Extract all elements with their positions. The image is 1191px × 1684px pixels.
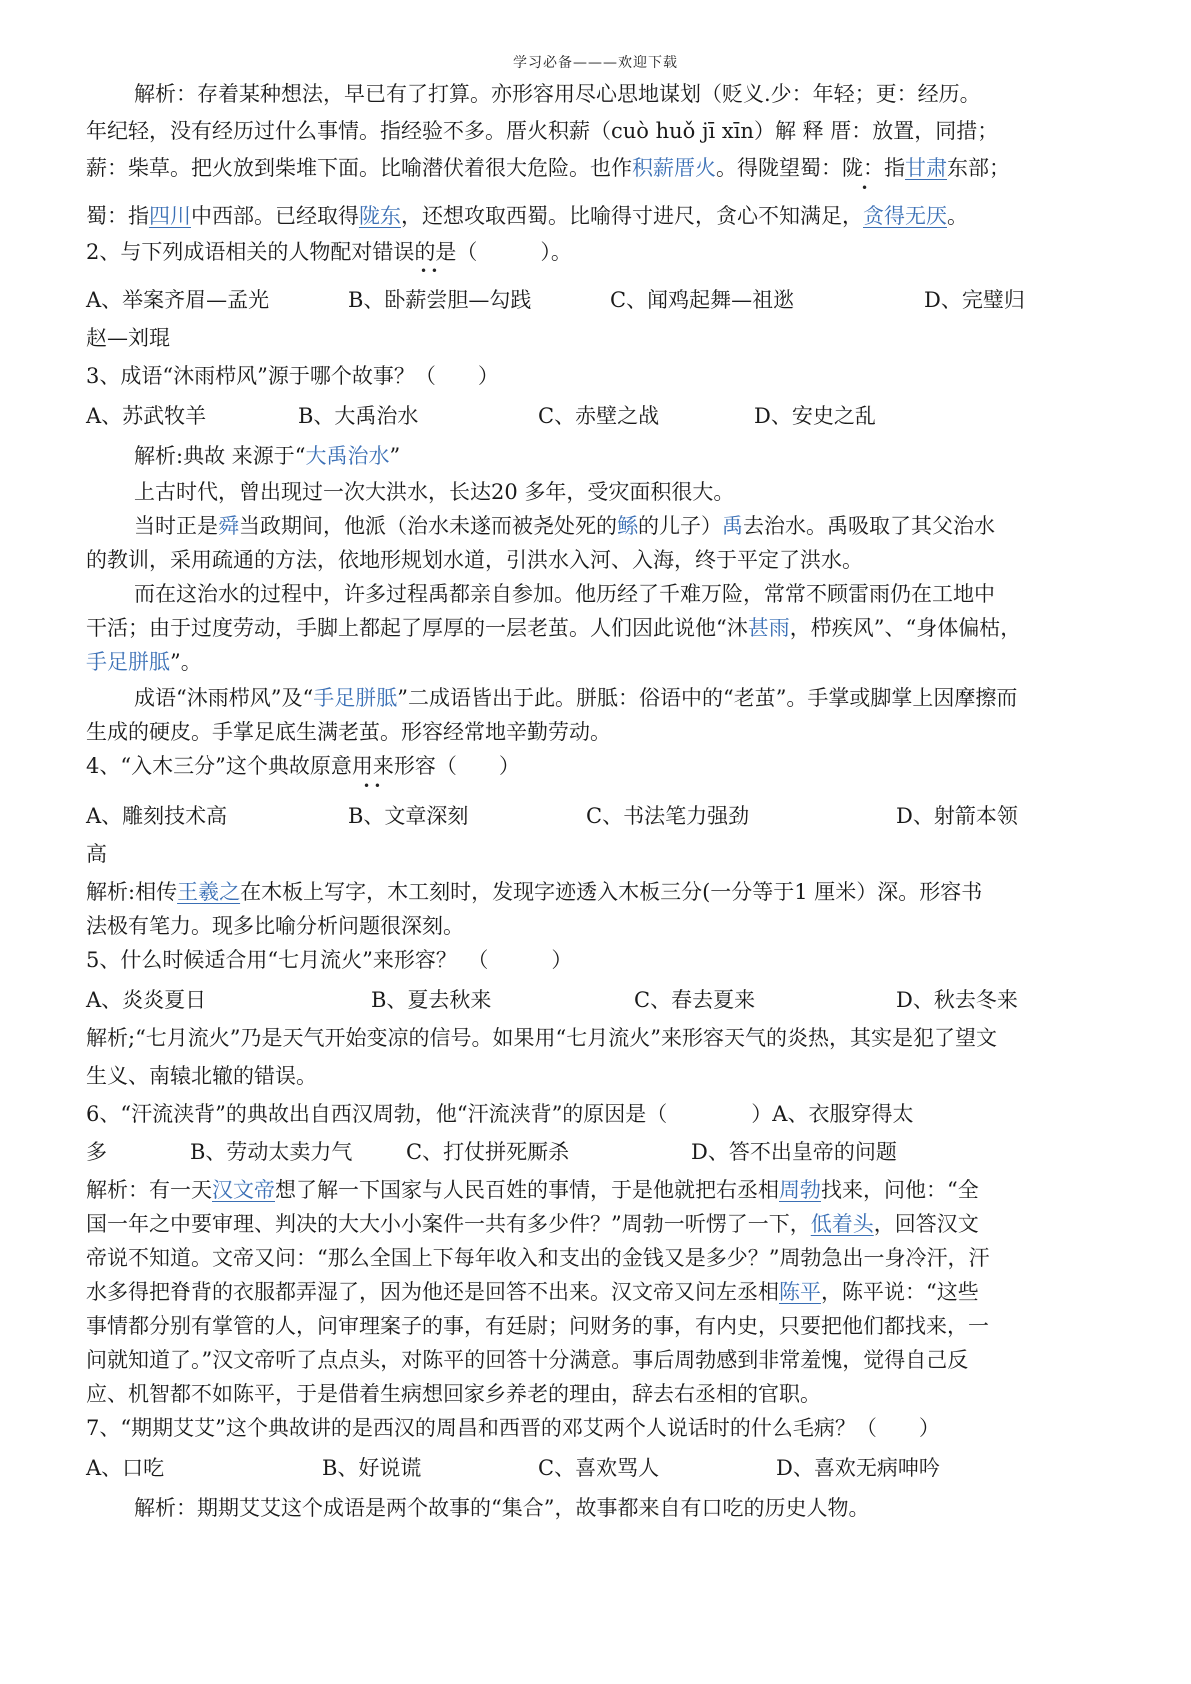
q5-option-c[interactable]: C、春去夏来 (634, 988, 756, 1012)
q2-option-b[interactable]: B、卧薪尝胆—勾践 (348, 288, 532, 312)
link-dayu-zhishui[interactable]: 大禹治水 (305, 444, 390, 468)
emphasis-dot: • • (363, 779, 381, 793)
link-sichuan[interactable]: 四川 (149, 204, 191, 228)
q3-explanation-9: 生成的硬皮。手掌足底生满老茧。形容经常地辛勤劳动。 (86, 720, 611, 744)
q5-option-b[interactable]: B、夏去秋来 (371, 988, 492, 1012)
link-chen-ping[interactable]: 陈平 (779, 1280, 821, 1304)
link-yu[interactable]: 禹 (722, 514, 743, 538)
intro-line-3: 薪：柴草。把火放到柴堆下面。比喻潜伏着很大危险。也作积薪厝火。得陇望蜀：陇：指甘肃东部； (86, 156, 1010, 180)
q3-explanation-6: 干活；由于过度劳动，手脚上都起了厚厚的一层老茧。人们因此说他“沐甚雨，栉疾风”、“身体偏枯， (86, 616, 1022, 640)
q4-option-b[interactable]: B、文章深刻 (348, 804, 469, 828)
question-6-stem: 6、“汗流浃背”的典故出自西汉周勃，他“汗流浃背”的原因是（ ）A、衣服穿得太 (86, 1102, 914, 1126)
q7-option-a[interactable]: A、口吃 (86, 1456, 165, 1480)
q3-explanation-2: 上古时代，曾出现过一次大洪水，长达20 多年，受灾面积很大。 (134, 480, 735, 504)
q4-option-d-cont: 高 (86, 842, 107, 866)
q6-option-a-cont[interactable]: 多 (86, 1140, 107, 1164)
q7-option-c[interactable]: C、喜欢骂人 (538, 1456, 660, 1480)
q6-explanation-4: 水多得把脊背的衣服都弄湿了，因为他还是回答不出来。汉文帝又问左丞相陈平，陈平说：“这些 (86, 1280, 979, 1304)
q5-option-a[interactable]: A、炎炎夏日 (86, 988, 207, 1012)
q4-option-a[interactable]: A、雕刻技术高 (86, 804, 228, 828)
q3-explanation-3: 当时正是舜当政期间，他派（治水未遂而被尧处死的鲧的儿子）禹去治水。禹吸取了其父治水 (134, 514, 995, 538)
link-dizhe-tou[interactable]: 低着头 (810, 1212, 874, 1236)
q3-explanation-7: 手足胼胝”。 (86, 650, 202, 674)
q3-option-c[interactable]: C、赤壁之战 (538, 404, 660, 428)
link-zhou-bo[interactable]: 周勃 (779, 1178, 821, 1202)
q3-explanation-4: 的教训，采用疏通的方法，依地形规划水道，引洪水入河、入海，终于平定了洪水。 (86, 548, 863, 572)
q4-explanation-1: 解析:相传王羲之在木板上写字，木工刻时，发现字迹透入木板三分(一分等于1 厘米）深。形容书 (86, 880, 983, 904)
q3-explanation-8: 成语“沐雨栉风”及“手足胼胝”二成语皆出于此。胼胝：俗语中的“老茧”。手掌或脚掌上因摩擦而 (134, 686, 1018, 710)
q6-explanation-1: 解析：有一天汉文帝想了解一下国家与人民百姓的事情，于是他就把右丞相周勃找来，问他：“全 (86, 1178, 979, 1202)
q5-option-d[interactable]: D、秋去冬来 (896, 988, 1018, 1012)
q2-option-c[interactable]: C、闻鸡起舞—祖逖 (610, 288, 795, 312)
question-2-stem: 2、与下列成语相关的人物配对错误的是（ ）。 (86, 240, 572, 264)
q2-option-d[interactable]: D、完璧归 (924, 288, 1025, 312)
q6-explanation-7: 应、机智都不如陈平，于是借着生病想回家乡养老的理由，辞去右丞相的官职。 (86, 1382, 821, 1406)
link-gansu[interactable]: 甘肃 (905, 156, 947, 180)
question-4-stem: 4、“入木三分”这个典故原意用来形容（ ） (86, 754, 520, 778)
q4-option-d[interactable]: D、射箭本领 (896, 804, 1018, 828)
intro-line-2: 年纪轻，没有经历过什么事情。指经验不多。厝火积薪（cuò huǒ jī xīn）解 释 厝：放置，同措； (86, 119, 999, 143)
link-han-wendi[interactable]: 汉文帝 (212, 1178, 275, 1202)
q3-option-b[interactable]: B、大禹治水 (298, 404, 419, 428)
link-wang-xizhi[interactable]: 王羲之 (177, 880, 241, 904)
link-shouzu-pianzhi-2[interactable]: 手足胼胝 (313, 686, 398, 710)
link-tandewuyan[interactable]: 贪得无厌 (863, 204, 947, 228)
q7-explanation-1: 解析：期期艾艾这个成语是两个故事的“集合”，故事都来自有口吃的历史人物。 (134, 1496, 870, 1520)
q3-option-a[interactable]: A、苏武牧羊 (86, 404, 207, 428)
q2-option-a[interactable]: A、举案齐眉—孟光 (86, 288, 270, 312)
q7-option-b[interactable]: B、好说谎 (322, 1456, 422, 1480)
q4-option-c[interactable]: C、书法笔力强劲 (586, 804, 750, 828)
q3-explanation-1: 解析:典故 来源于“大禹治水” (134, 444, 401, 468)
intro-line-4: 蜀：指四川中西部。已经取得陇东，还想攻取西蜀。比喻得寸进尺，贪心不知满足，贪得无厌。 (86, 204, 968, 228)
intro-line-1: 解析：存着某种想法，早已有了打算。亦形容用尽心思地谋划（贬义.少：年轻；更：经历。 (134, 82, 981, 106)
q7-option-d[interactable]: D、喜欢无病呻吟 (776, 1456, 940, 1480)
q6-explanation-6: 问就知道了。”汉文帝听了点点头，对陈平的回答十分满意。事后周勃感到非常羞愧，觉得自己反 (86, 1348, 969, 1372)
link-shouzu-pianzhi[interactable]: 手足胼胝 (86, 650, 170, 674)
q3-explanation-5: 而在这治水的过程中，许多过程禹都亲自参加。他历经了千难万险，常常不顾雷雨仍在工地中 (134, 582, 995, 606)
page-header: 学习必备———欢迎下载 (513, 55, 678, 71)
q6-explanation-5: 事情都分别有掌管的人，问审理案子的事，有廷尉；问财务的事，有内史，只要把他们都找来，一 (86, 1314, 989, 1338)
q6-option-d[interactable]: D、答不出皇帝的问题 (691, 1140, 897, 1164)
link-jixin-cuohuo[interactable]: 积薪厝火 (632, 156, 716, 180)
link-shenyu[interactable]: 甚雨 (747, 616, 790, 640)
emphasis-dot: • (861, 181, 869, 195)
question-5-stem: 5、什么时候适合用“七月流火”来形容？ （ ） (86, 948, 573, 972)
question-3-stem: 3、成语“沐雨栉风”源于哪个故事？（ ） (86, 364, 499, 388)
q2-option-d-cont: 赵—刘琨 (86, 326, 170, 350)
link-gun[interactable]: 鲧 (617, 514, 638, 538)
link-shun[interactable]: 舜 (218, 514, 239, 538)
q6-explanation-3: 帝说不知道。文帝又问：“那么全国上下每年收入和支出的金钱又是多少？”周勃急出一身冷汗，汗 (86, 1246, 990, 1270)
question-7-stem: 7、“期期艾艾”这个典故讲的是西汉的周昌和西晋的邓艾两个人说话时的什么毛病？（ ） (86, 1416, 940, 1440)
q6-option-c[interactable]: C、打仗拼死厮杀 (406, 1140, 570, 1164)
q3-option-d[interactable]: D、安史之乱 (754, 404, 876, 428)
q4-explanation-2: 法极有笔力。现多比喻分析问题很深刻。 (86, 914, 464, 938)
q5-explanation-2: 生义、南辕北辙的错误。 (86, 1064, 317, 1088)
emphasis-dot: • • (420, 264, 438, 278)
q6-option-b[interactable]: B、劳动太卖力气 (190, 1140, 353, 1164)
q5-explanation-1: 解析;“七月流火”乃是天气开始变凉的信号。如果用“七月流火”来形容天气的炎热，其实是犯了望文 (86, 1026, 998, 1050)
q6-explanation-2: 国一年之中要审理、判决的大大小小案件一共有多少件？”周勃一听愣了一下，低着头，回答汉文 (86, 1212, 979, 1236)
link-longdong[interactable]: 陇东 (359, 204, 401, 228)
